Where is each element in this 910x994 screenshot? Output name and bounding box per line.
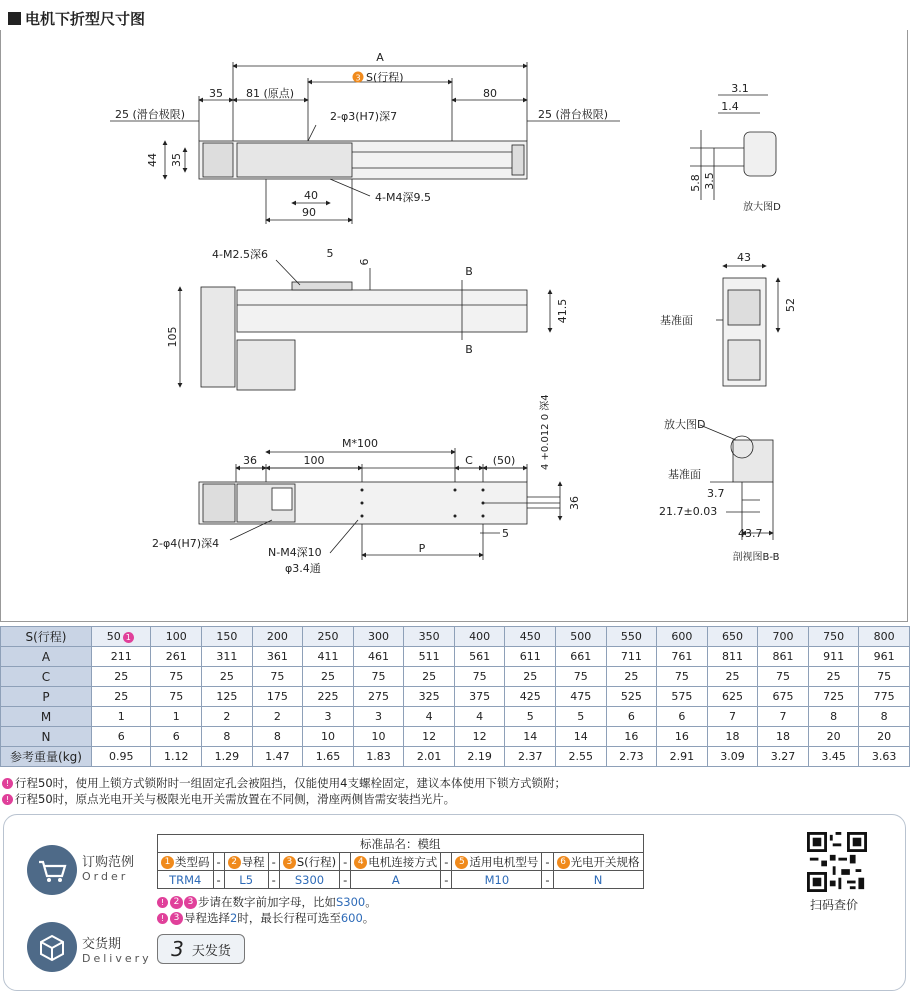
spec-cell: 8 [202, 727, 253, 747]
side-5: 5 [326, 247, 334, 260]
spec-cell: 711 [606, 647, 657, 667]
spec-row [1, 667, 910, 687]
detail-35: 3.5 [703, 172, 716, 190]
dim-35v: 35 [170, 153, 183, 167]
section-detail: 放大图D [664, 418, 706, 431]
spec-cell: 50 1 [92, 627, 151, 647]
spec-cell: 475 [555, 687, 606, 707]
note-1: ! 行程50时，使用上锁方式锁附时一组固定孔会被阻挡，仅能使用4支螺栓固定，建议本体使用下锁方式锁附； [2, 775, 566, 791]
dim-A: A [376, 51, 384, 64]
spec-cell: 2.73 [606, 747, 657, 767]
spec-cell: 725 [808, 687, 859, 707]
note-mark-icon: ! [157, 897, 168, 908]
spec-cell: 2.37 [505, 747, 556, 767]
spec-row-head: S(行程) [1, 627, 92, 647]
spec-cell: 2.91 [657, 747, 708, 767]
delivery-badge: 3 天发货 [157, 934, 245, 964]
limit-right: 25 (滑台极限) [538, 108, 609, 121]
delivery-label: 交货期 Delivery [82, 937, 152, 965]
spec-cell: 25 [92, 687, 151, 707]
m25-label: 4-M2.5深6 [212, 248, 268, 261]
spec-cell: 8 [252, 727, 303, 747]
spec-cell: 775 [859, 687, 910, 707]
order-col-value: S300 [279, 871, 339, 889]
spec-cell: 18 [758, 727, 809, 747]
section-37: 3.7 [707, 487, 725, 500]
order-col-value: A [351, 871, 441, 889]
bottom-C: C [465, 454, 473, 467]
spec-cell: 400 [454, 627, 505, 647]
spec-cell: 7 [758, 707, 809, 727]
spec-cell: 1.12 [151, 747, 202, 767]
notes [2, 775, 566, 807]
spec-cell: 75 [555, 667, 606, 687]
spec-cell: 175 [252, 687, 303, 707]
title-text: 电机下折型尺寸图 [25, 10, 146, 28]
spec-cell: 10 [353, 727, 404, 747]
spec-row [1, 747, 910, 767]
spec-cell: 200 [252, 627, 303, 647]
spec-cell: 6 [657, 707, 708, 727]
spec-cell: 75 [859, 667, 910, 687]
spec-cell: 625 [707, 687, 758, 707]
side-6: 6 [358, 258, 371, 266]
spec-cell: 4 [404, 707, 455, 727]
end-ref: 基准面 [660, 314, 693, 327]
spec-cell: 461 [353, 647, 404, 667]
note-mark-icon: ! [2, 794, 13, 805]
bottom-depth: 4 +0.012 0 深4 [540, 394, 551, 470]
spec-cell: 8 [859, 707, 910, 727]
dash: - [340, 871, 351, 889]
dash: - [441, 853, 452, 871]
box-icon [27, 922, 77, 972]
detail-caption: 放大图D [743, 202, 781, 213]
spec-cell: 2 [202, 707, 253, 727]
spec-cell: 511 [404, 647, 455, 667]
spec-cell: 150 [202, 627, 253, 647]
spec-cell: 14 [555, 727, 606, 747]
spec-cell: 12 [404, 727, 455, 747]
dim-90: 90 [302, 206, 316, 219]
spec-cell: 3 [303, 707, 354, 727]
spec-cell: 700 [758, 627, 809, 647]
spec-cell: 250 [303, 627, 354, 647]
spec-cell: 500 [555, 627, 606, 647]
bottom-50: (50) [492, 454, 516, 467]
spec-cell: 7 [707, 707, 758, 727]
spec-cell: 311 [202, 647, 253, 667]
order-num-badge: 6 [557, 856, 570, 869]
dim-81: 81 (原点) [245, 87, 295, 100]
spec-cell: 911 [808, 647, 859, 667]
spec-cell: 211 [92, 647, 151, 667]
spec-cell: 650 [707, 627, 758, 647]
spec-cell: 761 [657, 647, 708, 667]
spec-cell: 861 [758, 647, 809, 667]
section-B2: B [465, 343, 473, 356]
spec-cell: 661 [555, 647, 606, 667]
spec-cell: 3.09 [707, 747, 758, 767]
spec-row-head: A [1, 647, 92, 667]
spec-cell: 361 [252, 647, 303, 667]
detail-14: 1.4 [721, 100, 739, 113]
spec-cell: 75 [657, 667, 708, 687]
spec-cell: 25 [505, 667, 556, 687]
spec-cell: 25 [92, 667, 151, 687]
bottom-5: 5 [502, 527, 509, 540]
bottom-100: 100 [303, 454, 325, 467]
spec-cell: 1.83 [353, 747, 404, 767]
spec-cell: 1.29 [202, 747, 253, 767]
spec-cell: 6 [151, 727, 202, 747]
bottom-through: φ3.4通 [285, 562, 321, 575]
spec-cell: 6 [92, 727, 151, 747]
spec-cell: 100 [151, 627, 202, 647]
spec-cell: 2.19 [454, 747, 505, 767]
spec-row-head: N [1, 727, 92, 747]
spec-cell: 16 [657, 727, 708, 747]
spec-cell: 4 [454, 707, 505, 727]
section-B1: B [465, 265, 473, 278]
spec-cell: 561 [454, 647, 505, 667]
m4-label: 4-M4深9.5 [375, 191, 431, 204]
order-num-badge: 5 [455, 856, 468, 869]
order-code-table [157, 834, 644, 889]
spec-cell: 125 [202, 687, 253, 707]
spec-cell: 300 [353, 627, 404, 647]
order-col-value: L5 [224, 871, 268, 889]
dash: - [213, 871, 224, 889]
spec-cell: 75 [353, 667, 404, 687]
spec-cell: 3 [353, 707, 404, 727]
spec-cell: 425 [505, 687, 556, 707]
dim-80: 80 [483, 87, 497, 100]
spec-table [0, 626, 910, 767]
note-mark-icon: 1 [123, 632, 134, 643]
spec-cell: 10 [303, 727, 354, 747]
side-105: 105 [166, 326, 179, 348]
bottom-36: 36 [243, 454, 257, 467]
order-notes [157, 894, 377, 926]
spec-row [1, 647, 910, 667]
order-col-head: 5 适用电机型号 [452, 853, 542, 871]
spec-cell: 525 [606, 687, 657, 707]
spec-cell: 18 [707, 727, 758, 747]
dash: - [542, 853, 553, 871]
spec-cell: 675 [758, 687, 809, 707]
qr-label: 扫码查价 [810, 898, 859, 912]
spec-cell: 261 [151, 647, 202, 667]
qr-code-icon[interactable] [807, 832, 867, 892]
order-num-badge: 2 [228, 856, 241, 869]
spec-cell: 611 [505, 647, 556, 667]
section-ref: 基准面 [668, 468, 701, 481]
spec-cell: 16 [606, 727, 657, 747]
spec-cell: 75 [252, 667, 303, 687]
spec-cell: 8 [808, 707, 859, 727]
spec-row-head: M [1, 707, 92, 727]
order-col-head: 2 导程 [224, 853, 268, 871]
order-col-head: 6 光电开关规格 [553, 853, 643, 871]
spec-cell: 600 [657, 627, 708, 647]
note-2: ! 行程50时，原点光电开关与极限光电开关需放置在不同侧，滑座两侧皆需安装挡光片。 [2, 791, 566, 807]
spec-cell: 275 [353, 687, 404, 707]
spec-cell: 75 [151, 667, 202, 687]
spec-cell: 325 [404, 687, 455, 707]
spec-cell: 575 [657, 687, 708, 707]
spec-cell: 1.47 [252, 747, 303, 767]
spec-cell: 75 [151, 687, 202, 707]
order-col-value: N [553, 871, 643, 889]
spec-cell: 3.63 [859, 747, 910, 767]
limit-left: 25 (滑台极限) [115, 108, 186, 121]
bottom-36v: 36 [568, 496, 581, 510]
order-note-1: ! 2 3 步请在数字前加字母，比如S300。 [157, 894, 377, 910]
note-mark-icon: ! [157, 913, 168, 924]
spec-row-head: C [1, 667, 92, 687]
section-437: 43.7 [738, 527, 763, 540]
spec-cell: 3.45 [808, 747, 859, 767]
bottom-m100: M*100 [342, 437, 378, 450]
spec-cell: 811 [707, 647, 758, 667]
spec-cell: 20 [859, 727, 910, 747]
order-label: 订购范例 Order [82, 855, 135, 883]
spec-row [1, 687, 910, 707]
order-num-badge: 1 [161, 856, 174, 869]
spec-row-head: 参考重量(kg) [1, 747, 92, 767]
end-52: 52 [784, 298, 797, 312]
spec-cell: 2 [252, 707, 303, 727]
detail-58: 5.8 [689, 174, 702, 192]
dash: - [340, 853, 351, 871]
spec-cell: 25 [404, 667, 455, 687]
order-col-value: M10 [452, 871, 542, 889]
dim-35: 35 [209, 87, 223, 100]
dash: - [213, 853, 224, 871]
spec-cell: 2.55 [555, 747, 606, 767]
section-bb-view [700, 425, 773, 540]
bottom-nm4: N-M4深10 [268, 546, 322, 559]
dim-stroke: S(行程) [366, 71, 404, 84]
spec-cell: 375 [454, 687, 505, 707]
order-col-head: 3 S(行程) [279, 853, 339, 871]
spec-cell: 3.27 [758, 747, 809, 767]
stroke-num: 3 [355, 73, 361, 83]
dim-40: 40 [304, 189, 318, 202]
spec-cell: 25 [606, 667, 657, 687]
spec-cell: 550 [606, 627, 657, 647]
spec-cell: 5 [555, 707, 606, 727]
spec-cell: 350 [404, 627, 455, 647]
dash: - [268, 853, 279, 871]
side-415: 41.5 [556, 298, 569, 324]
spec-cell: 0.95 [92, 747, 151, 767]
spec-cell: 12 [454, 727, 505, 747]
detail-31: 3.1 [731, 82, 749, 95]
dim-44: 44 [146, 153, 159, 167]
spec-cell: 1.65 [303, 747, 354, 767]
end-43: 43 [737, 251, 751, 264]
spec-cell: 2.01 [404, 747, 455, 767]
spec-cell: 14 [505, 727, 556, 747]
dash: - [542, 871, 553, 889]
order-num-badge: 4 [354, 856, 367, 869]
spec-cell: 20 [808, 727, 859, 747]
end-view [716, 266, 778, 386]
spec-cell: 25 [808, 667, 859, 687]
spec-cell: 450 [505, 627, 556, 647]
spec-cell: 6 [606, 707, 657, 727]
spec-cell: 225 [303, 687, 354, 707]
order-col-head: 4 电机连接方式 [351, 853, 441, 871]
spec-cell: 800 [859, 627, 910, 647]
side-view [180, 260, 550, 390]
order-table-title: 标准品名：模组 [158, 835, 644, 853]
cart-icon [27, 845, 77, 895]
dash: - [441, 871, 452, 889]
section-217: 21.7±0.03 [659, 505, 718, 518]
spec-cell: 75 [758, 667, 809, 687]
bottom-hole: 2-φ4(H7)深4 [152, 537, 220, 550]
spec-cell: 750 [808, 627, 859, 647]
order-col-value: TRM4 [158, 871, 214, 889]
section-caption: 剖视图B-B [732, 552, 780, 563]
spec-cell: 411 [303, 647, 354, 667]
spec-row-head: P [1, 687, 92, 707]
spec-cell: 5 [505, 707, 556, 727]
order-col-head: 1 类型码 [158, 853, 214, 871]
top-view [110, 62, 620, 224]
spec-row [1, 727, 910, 747]
spec-cell: 25 [202, 667, 253, 687]
hole-label: 2-φ3(H7)深7 [330, 110, 398, 123]
bottom-P: P [418, 542, 426, 555]
spec-cell: 961 [859, 647, 910, 667]
spec-row [1, 707, 910, 727]
dash: - [268, 871, 279, 889]
note-mark-icon: ! [2, 778, 13, 789]
spec-cell: 1 [151, 707, 202, 727]
spec-cell: 25 [707, 667, 758, 687]
spec-cell: 1 [92, 707, 151, 727]
order-num-badge: 3 [283, 856, 296, 869]
spec-cell: 25 [303, 667, 354, 687]
spec-row [1, 627, 910, 647]
order-note-2: ! 3 导程选择2时，最长行程可选至600。 [157, 910, 377, 926]
spec-cell: 75 [454, 667, 505, 687]
